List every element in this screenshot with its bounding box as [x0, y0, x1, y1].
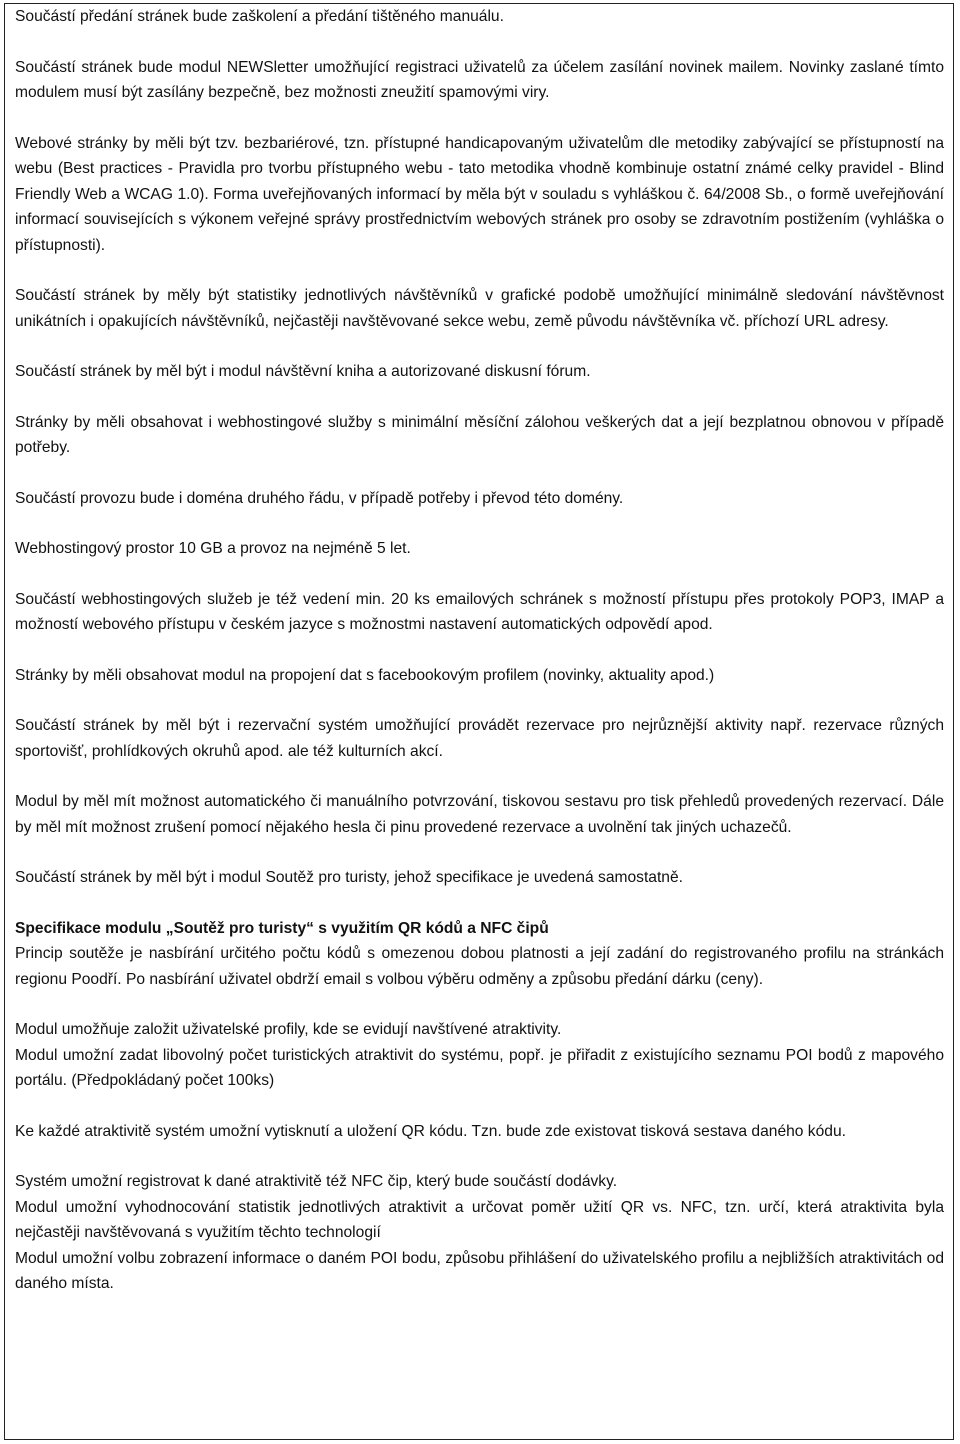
spec-attractions: Modul umožní zadat libovolný počet turistických atraktivit do systému, popř. je přiřadit z existujícího seznamu POI bodů z mapového portálu. (Předpokládaný počet 100ks) [15, 1046, 944, 1089]
spec-nfc: Systém umožní registrovat k dané atraktivitě též NFC čip, který bude součástí dodávky. [15, 1173, 618, 1190]
spec-profiles: Modul umožňuje založit uživatelské profily, kde se evidují navštívené atraktivity. [15, 1021, 562, 1038]
spec-statistics: Modul umožní vyhodnocování statistik jednotlivých atraktivit a určovat poměr užití QR vs. NFC, tzn. určí, která atraktivita byla nejčastěji navštěvovaná s využitím těchto technologií [15, 1198, 944, 1241]
spec-poi-info: Modul umožní volbu zobrazení informace o daném POI bodu, způsobu přihlášení do uživatelského profilu a nejbližších atraktivitách od daného místa. [15, 1249, 944, 1292]
spec-qr-codes: Ke každé atraktivitě systém umožní vytisknutí a uložení QR kódu. Tzn. bude zde existovat tisková sestava daného kódu. [15, 1122, 846, 1140]
paragraph-facebook: Stránky by měli obsahovat modul na propojení dat s facebookovým profilem (novinky, aktuality apod.) [15, 666, 715, 684]
paragraph-accessibility: Webové stránky by měli být tzv. bezbariérové, tzn. přístupné handicapovaným uživatelům dle metodiky zabývající se přístupností na webu (Best practices - Pravidla pro tvorbu přístupného webu - tato metodika vhodně kombinuje ostatní známé celky pravidel - Blind Friendly Web a WCAG 1.0). Forma uveřejňovaných informací by měla být v souladu s vyhláškou č. 64/2008 Sb., o formě uveřejňování informací souvisejících s výkonem veřejné správy prostřednictvím webových stránek pro osoby se zdravotním postižením (vyhláška o přístupnosti). [15, 134, 944, 254]
spec-principle: Princip soutěže je nasbírání určitého počtu kódů s omezenou dobou platnosti a její zadání do registrovaného profilu na stránkách regionu Poodří. Po nasbírání uživatel obdrží email s volbou výběru odměny a způsobu předání dárku (ceny). [15, 945, 944, 988]
paragraph-manual: Součástí předání stránek bude zaškolení a předání tištěného manuálu. [15, 8, 504, 25]
document-body [15, 4, 944, 1297]
paragraph-statistics: Součástí stránek by měly být statistiky jednotlivých návštěvníků v grafické podobě umožňující minimálně sledování návštěvnost unikátních i opakujících návštěvníků, nejčastěji navštěvované sekce webu, země původu návštěvníka vč. příchozí URL adresy. [15, 287, 944, 330]
paragraph-reservation-module: Modul by měl mít možnost automatického či manuálního potvrzování, tiskovou sestavu pro tisk přehledů provedených rezervací. Dále by měl mít možnost zrušení pomocí nějakého hesla či pinu provedené rezervace a uvolnění tak jiných uchazečů. [15, 793, 944, 836]
paragraph-competition: Součástí stránek by měl být i modul Soutěž pro turisty, jehož specifikace je uvedená samostatně. [15, 869, 683, 886]
paragraph-guestbook: Součástí stránek by měl být i modul návštěvní kniha a autorizované diskusní fórum. [15, 363, 591, 380]
paragraph-newsletter: Součástí stránek bude modul NEWSletter umožňující registraci uživatelů za účelem zasílání novinek mailem. Novinky zaslané tímto modulem musí být zasílány bezpečně, bez možnosti zneužití spamovými viry. [15, 58, 944, 101]
spec-heading: Specifikace modulu „Soutěž pro turisty“ s využitím QR kódů a NFC čipů [15, 919, 549, 937]
paragraph-reservation: Součástí stránek by měl být i rezervační systém umožňující provádět rezervace pro nejrůznější aktivity např. rezervace různých sportovišť, prohlídkových okruhů apod. ale též kulturních akcí. [15, 717, 944, 760]
paragraph-domain: Součástí provozu bude i doména druhého řádu, v případě potřeby i převod této domény. [15, 489, 624, 507]
paragraph-email: Součástí webhostingových služeb je též vedení min. 20 ks emailových schránek s možností přístupu přes protokoly POP3, IMAP a možností webového přístupu v českém jazyce s možnostmi nastavení automatických odpovědí apod. [15, 590, 944, 633]
paragraph-webhosting-backup: Stránky by měli obsahovat i webhostingové služby s minimální měsíční zálohou veškerých dat a její bezplatnou obnovou v případě potřeby. [15, 413, 944, 456]
paragraph-webhosting-space: Webhostingový prostor 10 GB a provoz na nejméně 5 let. [15, 540, 411, 557]
